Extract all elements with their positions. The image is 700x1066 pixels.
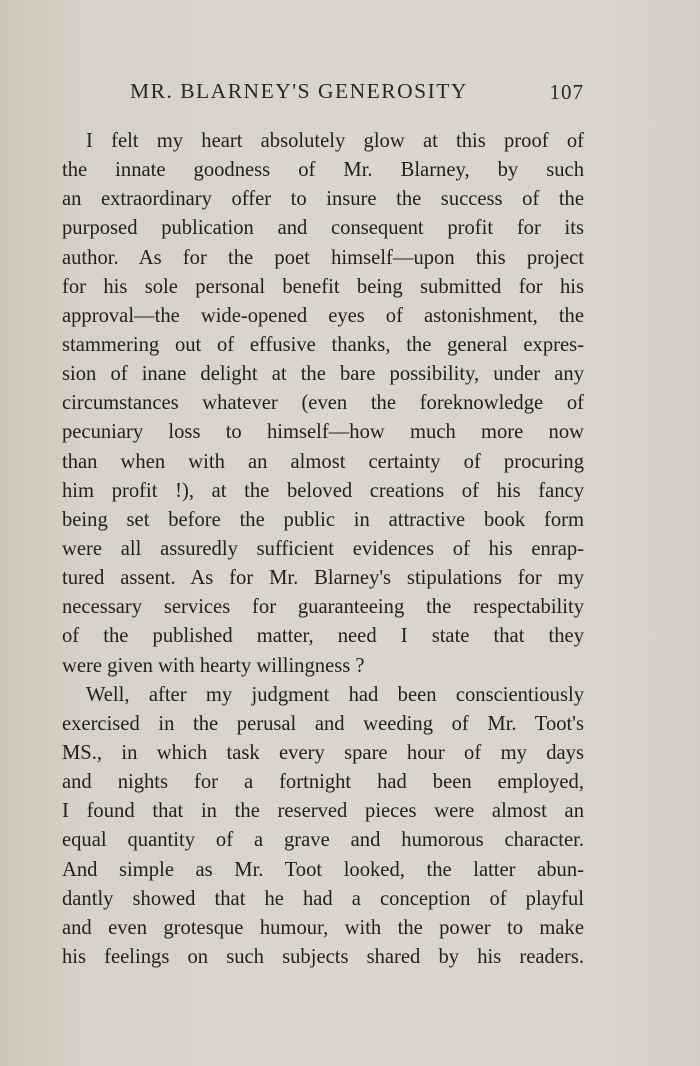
text-line: Well, after my judgment had been conscientiously xyxy=(86,683,584,706)
text-line: of the published matter, need I state that they xyxy=(62,625,584,648)
text-line: tured assent. As for Mr. Blarney's stipulations for my xyxy=(62,567,584,590)
running-title: MR. BLARNEY'S GENEROSITY xyxy=(130,79,468,103)
text-line: author. As for the poet himself—upon this project xyxy=(62,246,584,269)
text-line: than when with an almost certainty of procuring xyxy=(62,450,584,473)
text-line: necessary services for guaranteeing the respectability xyxy=(62,596,584,619)
text-line: And simple as Mr. Toot looked, the latter abun- xyxy=(62,858,584,881)
text-line: the innate goodness of Mr. Blarney, by such xyxy=(62,159,584,182)
text-line: stammering out of effusive thanks, the general expres- xyxy=(62,333,584,356)
text-line: being set before the public in attractive book form xyxy=(62,508,584,531)
text-line: I found that in the reserved pieces were almost an xyxy=(62,800,584,823)
text-line: his feelings on such subjects shared by his readers. xyxy=(62,945,584,968)
text-line: dantly showed that he had a conception of playful xyxy=(62,887,584,910)
text-line: an extraordinary offer to insure the success of the xyxy=(62,188,584,211)
text-line: I felt my heart absolutely glow at this proof of xyxy=(86,130,584,152)
text-line: were all assuredly sufficient evidences of his enrap- xyxy=(62,537,584,560)
text-line: circumstances whatever (even the foreknowledge of xyxy=(62,392,584,415)
text-line: for his sole personal benefit being submitted for his xyxy=(62,275,584,298)
text-line: approval—the wide-opened eyes of astonishment, the xyxy=(62,304,584,327)
text-line: purposed publication and consequent profit for its xyxy=(62,217,584,240)
page-number: 107 xyxy=(549,80,584,104)
text-line: were given with hearty willingness ? xyxy=(62,654,365,677)
text-line: and nights for a fortnight had been employed, xyxy=(62,771,584,794)
text-line: exercised in the perusal and weeding of Mr. Toot's xyxy=(62,712,584,735)
running-head xyxy=(62,79,586,109)
text-line: sion of inane delight at the bare possibility, under any xyxy=(62,363,584,386)
text-line: equal quantity of a grave and humorous character. xyxy=(62,829,584,852)
text-line: pecuniary loss to himself—how much more now xyxy=(62,421,584,444)
body-text xyxy=(62,127,584,972)
text-line: MS., in which task every spare hour of my days xyxy=(62,741,584,764)
text-line: him profit !), at the beloved creations of his fancy xyxy=(62,479,584,502)
text-line: and even grotesque humour, with the power to make xyxy=(62,916,584,939)
